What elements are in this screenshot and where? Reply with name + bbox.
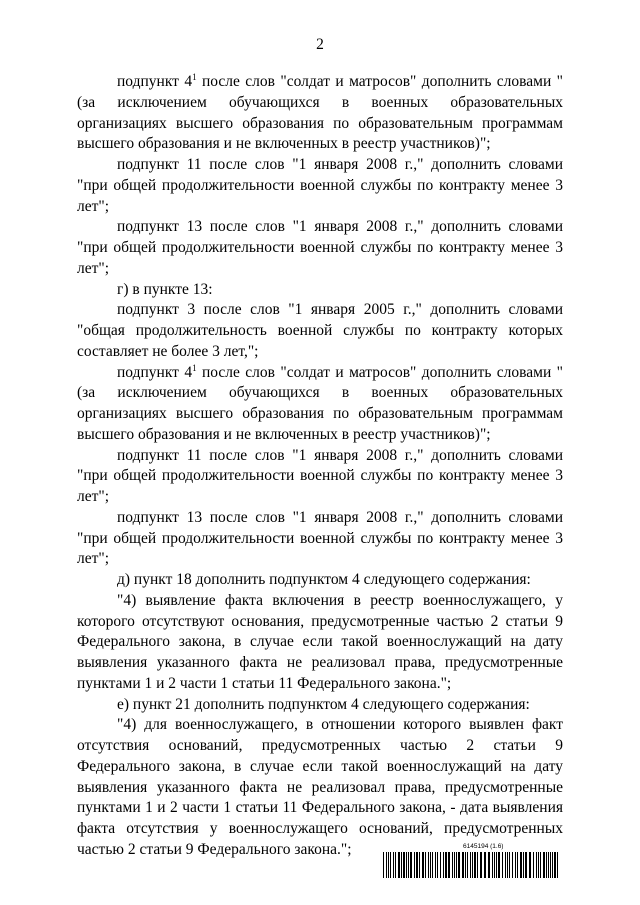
paragraph-1-start: подпункт 4 xyxy=(117,73,193,90)
paragraph-10: "4) выявление факта включения в реестр военнослужащего, у которого отсутствуют основания, предусмотренные частью 2 статьи 9 Федерального закона, в случае если такой военнослужащий на дату выявления указанного факта не реализовал права, предусмотренные пунктами 1 и 2 части 1 статьи 11 Федерального закона."; xyxy=(77,591,563,692)
barcode-image xyxy=(383,852,559,878)
paragraph-7: подпункт 11 после слов "1 января 2008 г.," дополнить словами "при общей продолжительности военной службы по контракту менее 3 лет"; xyxy=(77,446,563,505)
paragraph-6-rest: после слов "солдат и матросов" дополнить словами "(за исключением обучающихся в военных образовательных организациях высшего образования по образовательным программам высшего образования и не включенных в реестр участников)"; xyxy=(77,363,563,443)
paragraph-6 xyxy=(77,363,563,446)
superscript: 1 xyxy=(192,362,197,373)
paragraph-5: подпункт 3 после слов "1 января 2005 г.," дополнить словами "общая продолжительность военной службы по контракту которых составляет не более 3 лет,"; xyxy=(77,301,563,360)
paragraph-1 xyxy=(77,72,563,155)
superscript: 1 xyxy=(192,72,197,82)
paragraph-2: подпункт 11 после слов "1 января 2008 г.," дополнить словами "при общей продолжительности военной службы по контракту менее 3 лет"; xyxy=(77,156,563,215)
paragraph-11: е) пункт 21 дополнить подпунктом 4 следующего содержания: xyxy=(117,695,530,713)
document-code: 6145194 (1.6) xyxy=(463,843,504,850)
paragraph-9: д) пункт 18 дополнить подпунктом 4 следующего содержания: xyxy=(117,571,531,588)
paragraph-4: г) в пункте 13: xyxy=(117,280,213,298)
page-number: 2 xyxy=(316,36,324,53)
paragraph-1-rest: после слов "солдат и матросов" дополнить словами "(за исключением обучающихся в военных образовательных организациях высшего образования по образовательным программам высшего образования и не включенных в реестр участников)"; xyxy=(77,73,563,153)
paragraph-3: подпункт 13 после слов "1 января 2008 г.," дополнить словами "при общей продолжительности военной службы по контракту менее 3 лет"; xyxy=(77,218,563,277)
paragraph-6-start: подпункт 4 xyxy=(117,363,193,381)
paragraph-12: "4) для военнослужащего, в отношении которого выявлен факт отсутствия оснований, предусмотренных частью 2 статьи 9 Федерального закона, в случае если такой военнослужащий на дату выявления указанного факта не реализовал права, предусмотренные пунктами 1 и 2 части 1 статьи 11 Федерального закона, - дата выявления факта отсутствия у военнослужащего оснований, предусмотренных частью 2 статьи 9 Федерального закона."; xyxy=(77,716,563,858)
document-body xyxy=(77,72,563,861)
paragraph-8: подпункт 13 после слов "1 января 2008 г.," дополнить словами "при общей продолжительности военной службы по контракту менее 3 лет"; xyxy=(77,508,563,568)
